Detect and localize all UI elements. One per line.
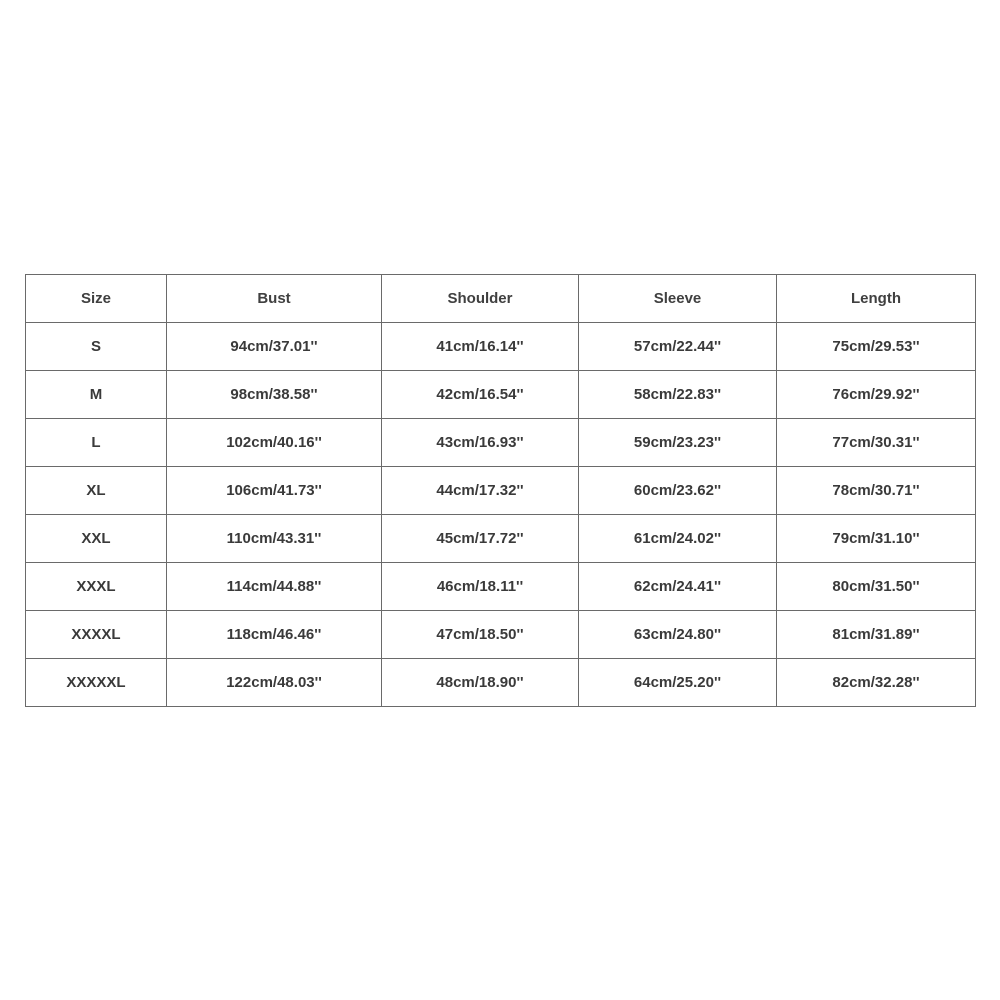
cell-sleeve: 62cm/24.41'' <box>579 563 777 611</box>
table-row <box>26 467 976 515</box>
cell-shoulder: 45cm/17.72'' <box>382 515 579 563</box>
cell-shoulder: 48cm/18.90'' <box>382 659 579 707</box>
header-size: Size <box>26 275 167 323</box>
table-row <box>26 563 976 611</box>
cell-sleeve: 57cm/22.44'' <box>579 323 777 371</box>
cell-bust: 114cm/44.88'' <box>167 563 382 611</box>
cell-bust: 106cm/41.73'' <box>167 467 382 515</box>
cell-shoulder: 42cm/16.54'' <box>382 371 579 419</box>
table-row <box>26 659 976 707</box>
cell-length: 80cm/31.50'' <box>777 563 976 611</box>
cell-length: 79cm/31.10'' <box>777 515 976 563</box>
header-bust: Bust <box>167 275 382 323</box>
size-chart-table <box>25 274 976 707</box>
table-row <box>26 371 976 419</box>
table-row <box>26 611 976 659</box>
cell-bust: 98cm/38.58'' <box>167 371 382 419</box>
cell-sleeve: 64cm/25.20'' <box>579 659 777 707</box>
size-chart-header <box>26 275 976 323</box>
table-row <box>26 419 976 467</box>
header-shoulder: Shoulder <box>382 275 579 323</box>
header-length: Length <box>777 275 976 323</box>
cell-length: 81cm/31.89'' <box>777 611 976 659</box>
cell-bust: 94cm/37.01'' <box>167 323 382 371</box>
cell-bust: 102cm/40.16'' <box>167 419 382 467</box>
cell-bust: 122cm/48.03'' <box>167 659 382 707</box>
header-sleeve: Sleeve <box>579 275 777 323</box>
cell-sleeve: 60cm/23.62'' <box>579 467 777 515</box>
table-row <box>26 323 976 371</box>
cell-size: XXXXXL <box>26 659 167 707</box>
header-row <box>26 275 976 323</box>
cell-sleeve: 61cm/24.02'' <box>579 515 777 563</box>
cell-size: XL <box>26 467 167 515</box>
cell-bust: 110cm/43.31'' <box>167 515 382 563</box>
cell-sleeve: 63cm/24.80'' <box>579 611 777 659</box>
cell-length: 77cm/30.31'' <box>777 419 976 467</box>
cell-length: 76cm/29.92'' <box>777 371 976 419</box>
cell-shoulder: 47cm/18.50'' <box>382 611 579 659</box>
cell-size: XXL <box>26 515 167 563</box>
size-chart-body <box>26 323 976 707</box>
cell-length: 78cm/30.71'' <box>777 467 976 515</box>
cell-size: XXXL <box>26 563 167 611</box>
cell-size: L <box>26 419 167 467</box>
cell-size: XXXXL <box>26 611 167 659</box>
cell-shoulder: 46cm/18.11'' <box>382 563 579 611</box>
cell-length: 75cm/29.53'' <box>777 323 976 371</box>
cell-bust: 118cm/46.46'' <box>167 611 382 659</box>
cell-sleeve: 59cm/23.23'' <box>579 419 777 467</box>
cell-sleeve: 58cm/22.83'' <box>579 371 777 419</box>
cell-size: S <box>26 323 167 371</box>
cell-length: 82cm/32.28'' <box>777 659 976 707</box>
cell-size: M <box>26 371 167 419</box>
cell-shoulder: 43cm/16.93'' <box>382 419 579 467</box>
cell-shoulder: 44cm/17.32'' <box>382 467 579 515</box>
cell-shoulder: 41cm/16.14'' <box>382 323 579 371</box>
table-row <box>26 515 976 563</box>
